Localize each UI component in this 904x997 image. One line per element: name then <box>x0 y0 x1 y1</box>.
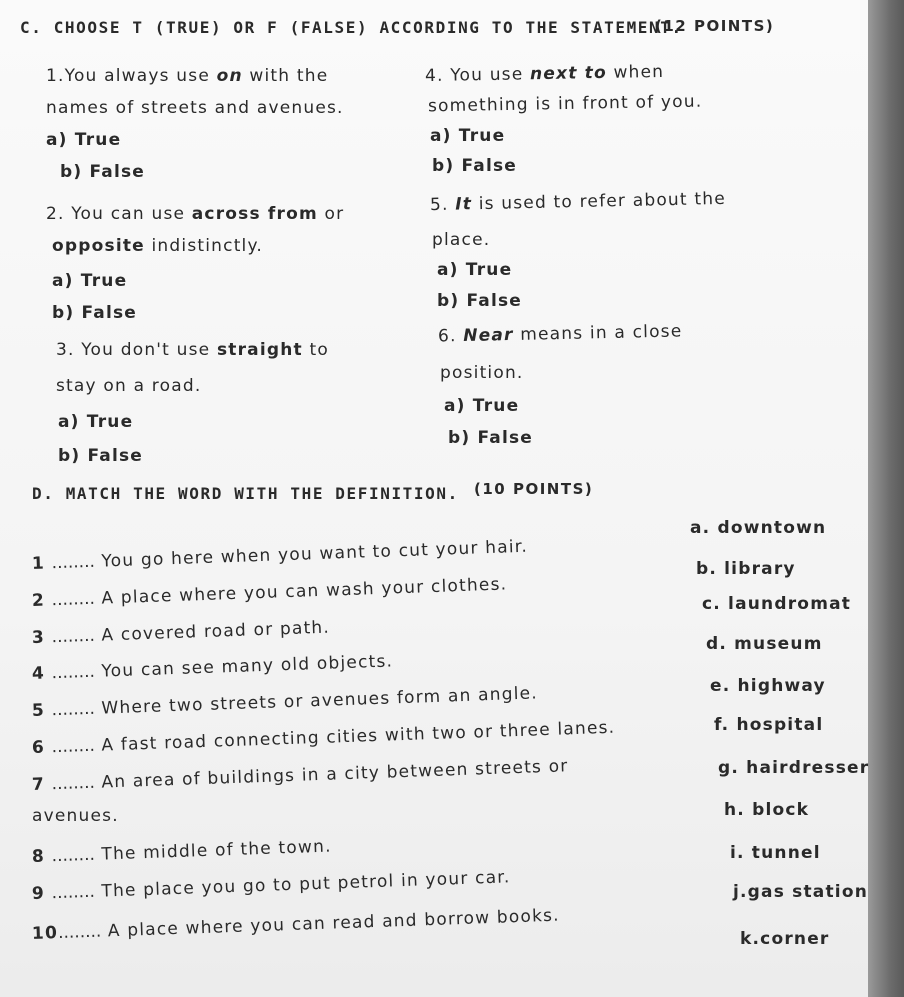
option-e: e. highway <box>710 676 826 696</box>
item-number: 9 <box>31 883 46 904</box>
item-text: An area of buildings in a city between streets or <box>101 756 569 793</box>
q2-line1 <box>46 204 344 224</box>
q6-text-a: 6. <box>437 326 464 347</box>
item-text: A fast road connecting cities with two or three lanes. <box>101 717 616 756</box>
section-d-points: (10 POINTS) <box>474 480 594 498</box>
q3-line1 <box>56 340 329 360</box>
item-text: Where two streets or avenues form an angle. <box>101 683 539 719</box>
option-b: b. library <box>696 559 796 579</box>
q4-option-false[interactable]: b) False <box>432 156 518 176</box>
item-number: 4 <box>31 663 46 684</box>
option-d: d. museum <box>706 634 823 654</box>
item-text: A place where you can wash your clothes. <box>101 574 508 609</box>
q2-text-b: or <box>317 204 345 224</box>
q2-text-c: indistinctly. <box>144 236 263 256</box>
answer-blank[interactable]: ........ <box>51 588 96 611</box>
item-number: 10 <box>31 923 59 944</box>
item-number: 2 <box>31 590 46 611</box>
option-i: i. tunnel <box>730 843 821 863</box>
q1-line2: names of streets and avenues. <box>46 98 344 118</box>
answer-blank[interactable]: ........ <box>51 661 96 684</box>
option-g: g. hairdresser <box>718 758 870 778</box>
q2-text-a: 2. You can use <box>46 204 192 224</box>
q6-option-false[interactable]: b) False <box>448 428 534 448</box>
q1-text-a: 1.You always use <box>46 66 217 86</box>
q1-keyword: on <box>216 66 243 86</box>
q1-option-false[interactable]: b) False <box>60 162 146 182</box>
answer-blank[interactable]: ........ <box>57 921 102 944</box>
option-k: k.corner <box>740 929 830 949</box>
answer-blank[interactable]: ........ <box>51 698 96 721</box>
q6-line2: position. <box>440 363 524 383</box>
q5-text-b: is used to refer about the <box>471 188 727 215</box>
section-c-points: (12 POINTS) <box>655 17 775 35</box>
answer-blank[interactable]: ........ <box>51 625 96 648</box>
item-text: You can see many old objects. <box>101 651 394 682</box>
section-c-heading: C. CHOOSE T (TRUE) OR F (FALSE) ACCORDING TO THE STATEMENT. <box>20 18 683 37</box>
q2-option-true[interactable]: a) True <box>52 271 128 291</box>
q1-option-true[interactable]: a) True <box>46 130 122 150</box>
q2-option-false[interactable]: b) False <box>52 303 138 323</box>
item-number: 8 <box>31 846 46 867</box>
answer-blank[interactable]: ........ <box>51 735 96 758</box>
q4-keyword: next to <box>529 62 608 85</box>
option-a: a. downtown <box>690 518 827 538</box>
q6-keyword: Near <box>463 324 514 347</box>
q2-keyword-2: opposite <box>52 236 145 256</box>
item-text: You go here when you want to cut your hair. <box>101 536 529 572</box>
q4-line2: something is in front of you. <box>427 91 703 117</box>
answer-blank[interactable]: ........ <box>51 772 96 795</box>
q4-text-b: when <box>606 61 665 83</box>
answer-blank[interactable]: ........ <box>51 881 96 904</box>
answer-blank[interactable]: ........ <box>51 844 96 867</box>
q1-line1 <box>46 66 328 86</box>
item-number: 6 <box>31 737 46 758</box>
item-text: The middle of the town. <box>101 836 332 865</box>
item-text: The place you go to put petrol in your car. <box>101 867 511 902</box>
q5-keyword: It <box>455 194 473 215</box>
section-d-heading: D. MATCH THE WORD WITH THE DEFINITION. <box>32 484 459 503</box>
match-item-7-continuation: avenues. <box>32 806 119 826</box>
q3-text-b: to <box>302 340 329 360</box>
option-c: c. laundromat <box>702 594 852 614</box>
item-text: A place where you can read and borrow books. <box>107 905 561 942</box>
option-f: f. hospital <box>714 715 824 735</box>
page-edge-shadow <box>868 0 904 997</box>
item-number: 5 <box>31 700 46 721</box>
item-number: 7 <box>31 774 46 795</box>
q4-line1 <box>425 62 665 86</box>
q4-option-true[interactable]: a) True <box>430 126 506 146</box>
q6-option-true[interactable]: a) True <box>444 396 520 416</box>
q5-option-true[interactable]: a) True <box>437 260 513 280</box>
q1-text-b: with the <box>242 66 329 86</box>
q3-line2: stay on a road. <box>56 376 202 396</box>
q3-option-true[interactable]: a) True <box>58 412 134 432</box>
q2-keyword: across from <box>191 204 318 224</box>
q6-text-b: means in a close <box>513 321 683 345</box>
option-j: j.gas station <box>733 882 869 902</box>
q3-option-false[interactable]: b) False <box>58 446 144 466</box>
q2-line2 <box>52 236 263 256</box>
q4-text-a: 4. You use <box>424 64 531 87</box>
item-text: A covered road or path. <box>101 617 331 646</box>
item-number: 1 <box>31 553 46 574</box>
answer-blank[interactable]: ........ <box>51 551 96 574</box>
q5-line2: place. <box>432 230 491 250</box>
option-h: h. block <box>724 800 810 820</box>
q3-text-a: 3. You don't use <box>56 340 217 360</box>
item-number: 3 <box>31 627 46 648</box>
q5-option-false[interactable]: b) False <box>437 291 523 311</box>
q3-keyword: straight <box>216 340 303 360</box>
q5-text-a: 5. <box>429 194 456 216</box>
